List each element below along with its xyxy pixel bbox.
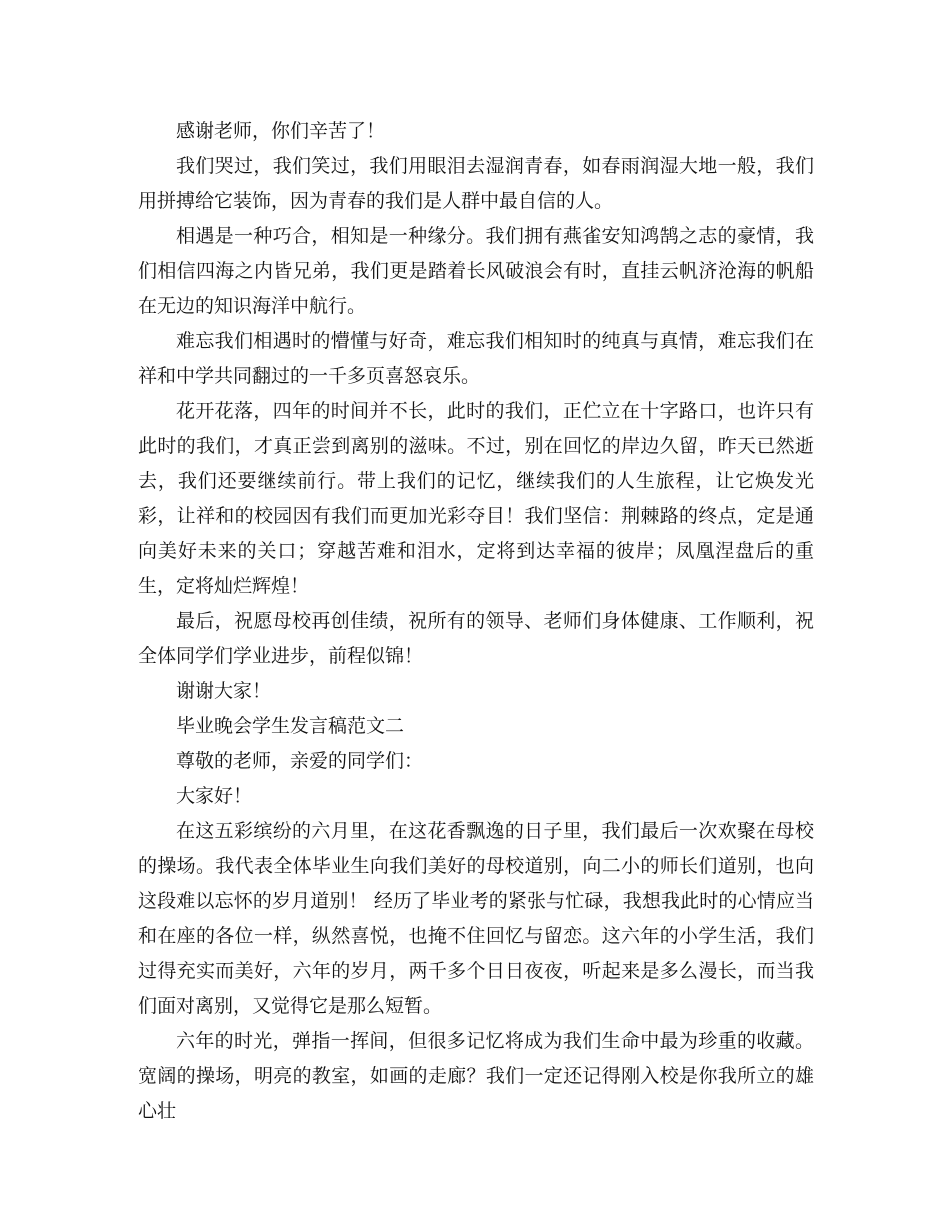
- document-body: [138, 114, 814, 1129]
- paragraph: 我们哭过，我们笑过，我们用眼泪去湿润青春，如春雨润湿大地一般，我们用拼搏给它装饰，因为青春的我们是人群中最自信的人。: [138, 155, 814, 212]
- paragraph: 在这五彩缤纷的六月里，在这花香飘逸的日子里，我们最后一次欢聚在母校的操场。我代表全体毕业生向我们美好的母校道别，向二小的师长们道别，也向这段难以忘怀的岁月道别！ 经历了毕业考的紧张与忙碌，我想我此时的心情应当和在座的各位一样，纵然喜悦，也掩不住回忆与留恋。这六年的小学生活，我们过得充实而美好，六年的岁月，两千多个日日夜夜，听起来是多么漫长，而当我们面对离别，又觉得它是那么短暂。: [138, 820, 814, 1017]
- paragraph: 最后，祝愿母校再创佳绩，祝所有的领导、老师们身体健康、工作顺利，祝全体同学们学业进步，前程似锦！: [138, 610, 814, 667]
- paragraph: 感谢老师，你们辛苦了！: [176, 120, 386, 142]
- greeting: 大家好！: [176, 785, 253, 807]
- salutation: 尊敬的老师，亲爱的同学们：: [176, 750, 424, 772]
- paragraph: 花开花落，四年的时间并不长，此时的我们，正伫立在十字路口，也许只有此时的我们，才真正尝到离别的滋味。不过，别在回忆的岸边久留，昨天已然逝去，我们还要继续前行。带上我们的记忆，继续我们的人生旅程，让它焕发光彩，让祥和的校园因有我们而更加光彩夺目！我们坚信：荆棘路的终点，定是通向美好未来的关口；穿越苦难和泪水，定将到达幸福的彼岸；凤凰涅盘后的重生，定将灿烂辉煌！: [138, 400, 814, 597]
- paragraph: 谢谢大家！: [176, 680, 272, 702]
- paragraph: 相遇是一种巧合，相知是一种缘分。我们拥有燕雀安知鸿鹄之志的豪情，我们相信四海之内皆兄弟，我们更是踏着长风破浪会有时，直挂云帆济沧海的帆船在无边的知识海洋中航行。: [138, 225, 814, 317]
- paragraph: 难忘我们相遇时的懵懂与好奇，难忘我们相知时的纯真与真情，难忘我们在祥和中学共同翻过的一千多页喜怒哀乐。: [138, 330, 814, 387]
- section-heading: 毕业晚会学生发言稿范文二: [176, 715, 405, 737]
- paragraph: 六年的时光，弹指一挥间，但很多记忆将成为我们生命中最为珍重的收藏。宽阔的操场，明亮的教室，如画的走廊？我们一定还记得刚入校是你我所立的雄心壮: [138, 1030, 814, 1122]
